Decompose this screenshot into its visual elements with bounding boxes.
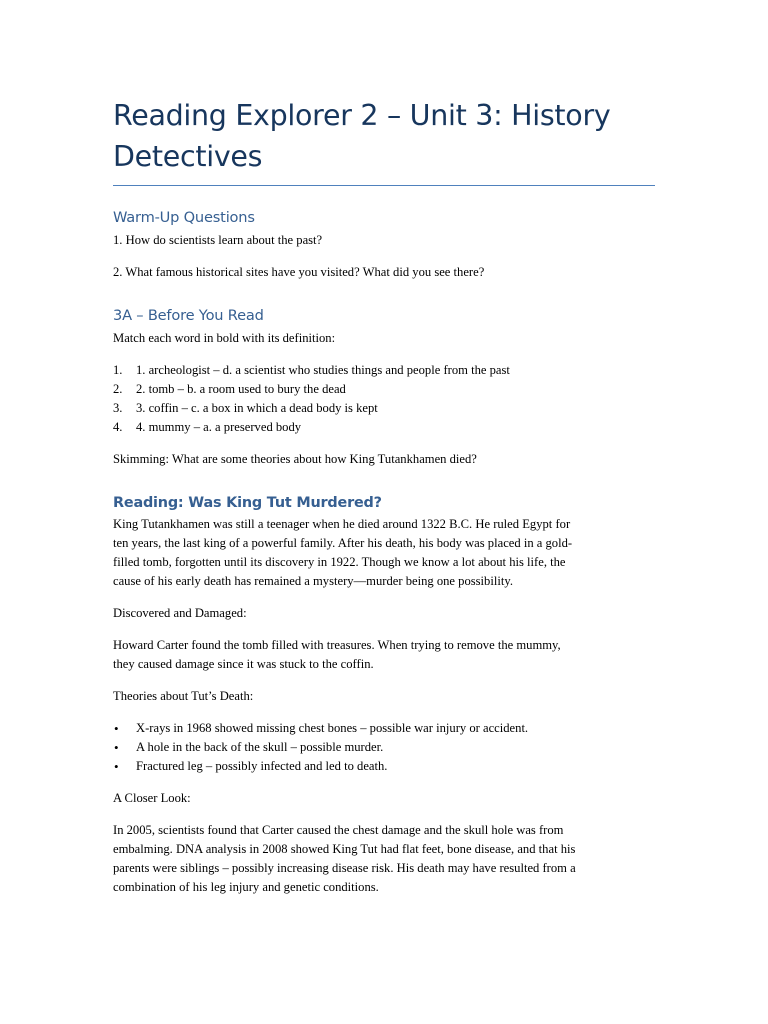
- list-text: 1. archeologist – d. a scientist who studies things and people from the past: [136, 363, 510, 377]
- text-line: they caused damage since it was stuck to the coffin.: [113, 657, 374, 671]
- before-read-heading: 3A – Before You Read: [113, 307, 264, 324]
- list-item: [113, 757, 655, 776]
- list-text: A hole in the back of the skull – possible murder.: [136, 740, 384, 754]
- text-line: King Tutankhamen was still a teenager when he died around 1322 B.C. He ruled Egypt for: [113, 517, 571, 531]
- reading-intro: [113, 515, 655, 591]
- text-line: ten years, the last king of a powerful family. After his death, his body was placed in a gold-: [113, 536, 573, 550]
- before-read-instruction: Match each word in bold with its definition:: [113, 331, 336, 345]
- document-page: [113, 95, 655, 897]
- list-text: 3. coffin – c. a box in which a dead body is kept: [136, 401, 378, 415]
- bullet-icon: •: [114, 740, 119, 755]
- warmup-question-1: 1. How do scientists learn about the past?: [113, 233, 323, 247]
- title-line-2: Detectives: [113, 140, 263, 173]
- reading-heading: Reading: Was King Tut Murdered?: [113, 495, 382, 511]
- theories-label: Theories about Tut’s Death:: [113, 689, 254, 703]
- bullet-icon: •: [114, 721, 119, 736]
- discovered-paragraph: [113, 636, 655, 674]
- page-title: [113, 95, 655, 177]
- list-item: [113, 380, 655, 399]
- title-line-1: Reading Explorer 2 – Unit 3: History: [113, 99, 611, 132]
- list-number: 2.: [113, 382, 123, 396]
- list-item: [113, 738, 655, 757]
- text-line: combination of his leg injury and genetic conditions.: [113, 880, 379, 894]
- text-line: embalming. DNA analysis in 2008 showed King Tut had flat feet, bone disease, and that his: [113, 842, 576, 856]
- list-number: 4.: [113, 420, 123, 434]
- list-item: [113, 719, 655, 738]
- list-text: 2. tomb – b. a room used to bury the dead: [136, 382, 346, 396]
- title-divider: [113, 185, 655, 186]
- bullet-icon: •: [114, 759, 119, 774]
- list-item: [113, 418, 655, 437]
- list-text: 4. mummy – a. a preserved body: [136, 420, 302, 434]
- list-number: 3.: [113, 401, 123, 415]
- list-item: [113, 399, 655, 418]
- warmup-heading: Warm-Up Questions: [113, 209, 255, 226]
- list-text: Fractured leg – possibly infected and led to death.: [136, 759, 388, 773]
- closer-paragraph: [113, 821, 655, 897]
- skimming-question: Skimming: What are some theories about how King Tutankhamen died?: [113, 452, 477, 466]
- list-number: 1.: [113, 363, 123, 377]
- list-text: X-rays in 1968 showed missing chest bones – possible war injury or accident.: [136, 721, 529, 735]
- discovered-label: Discovered and Damaged:: [113, 606, 247, 620]
- closer-label: A Closer Look:: [113, 791, 191, 805]
- vocab-list: [113, 361, 655, 437]
- text-line: In 2005, scientists found that Carter caused the chest damage and the skull hole was from: [113, 823, 564, 837]
- warmup-question-2: 2. What famous historical sites have you visited? What did you see there?: [113, 265, 485, 279]
- text-line: parents were siblings – possibly increasing disease risk. His death may have resulted from a: [113, 861, 576, 875]
- theories-list: [113, 719, 655, 776]
- text-line: cause of his early death has remained a mystery—murder being one possibility.: [113, 574, 513, 588]
- list-item: [113, 361, 655, 380]
- text-line: filled tomb, forgotten until its discovery in 1922. Though we know a lot about his life, the: [113, 555, 566, 569]
- text-line: Howard Carter found the tomb filled with treasures. When trying to remove the mummy,: [113, 638, 561, 652]
